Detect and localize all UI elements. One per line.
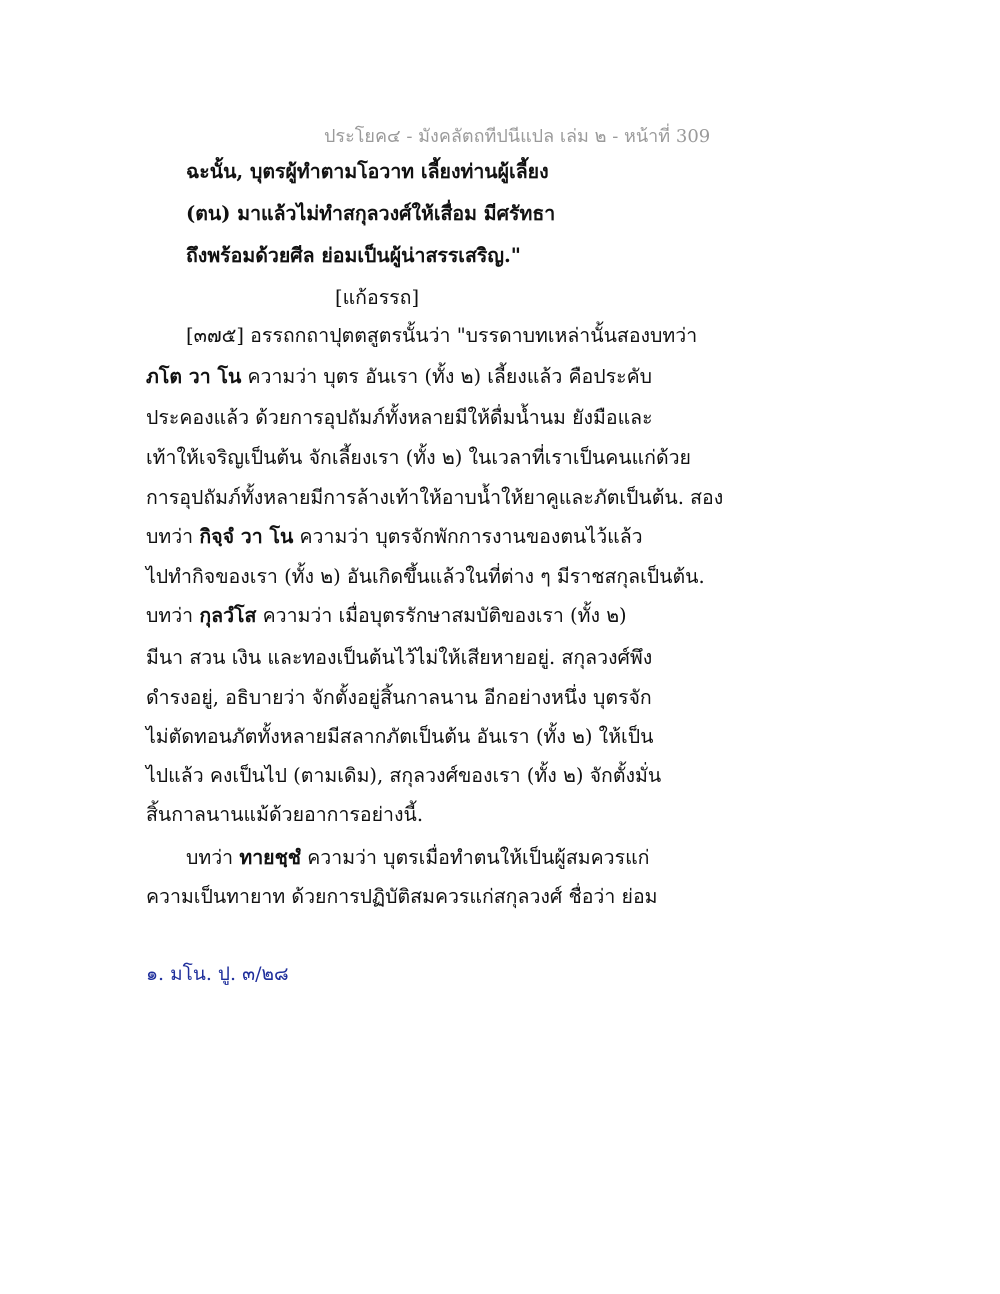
- verse-line-2: (ตน) มาแล้วไม่ทำสกุลวงศ์ให้เสื่อม มีศรัทธา: [186, 202, 556, 225]
- text-span: ความว่า บุตร อันเรา (ทั้ง ๒) เลี้ยงแล้ว คือประคับ: [241, 365, 652, 388]
- paragraph-line: [146, 601, 627, 631]
- text-span: ความว่า บุตรจักพักการงานของตนไว้แล้ว: [293, 525, 643, 548]
- paragraph-line: [146, 522, 643, 552]
- paragraph-line: ดำรงอยู่, อธิบายว่า จักตั้งอยู่สิ้นกาลนาน อีกอย่างหนึ่ง บุตรจัก: [146, 686, 652, 709]
- text-span: ความว่า เมื่อบุตรรักษาสมบัติของเรา (ทั้ง ๒): [256, 604, 627, 627]
- paragraph-line: มีนา สวน เงิน และทองเป็นต้นไว้ไม่ให้เสียหายอยู่. สกุลวงศ์พึง: [146, 646, 653, 669]
- term-bold: กุลวํโส: [199, 604, 257, 627]
- paragraph-line: ไม่ตัดทอนภัตทั้งหลายมีสลากภัตเป็นต้น อันเรา (ทั้ง ๒) ให้เป็น: [146, 725, 654, 748]
- term-bold: ทายชฺชํ: [239, 846, 302, 869]
- paragraph-line: [146, 362, 652, 392]
- footnote: ๑. มโน. ปู. ๓/๒๘: [146, 963, 289, 985]
- text-span: บทว่า: [186, 846, 240, 869]
- paragraph-line: ไปทำกิจของเรา (ทั้ง ๒) อันเกิดขึ้นแล้วในที่ต่าง ๆ มีราชสกุลเป็นต้น.: [146, 565, 705, 588]
- paragraph-line: [186, 843, 649, 873]
- text-span: บทว่า: [146, 525, 200, 548]
- verse-line-1: ฉะนั้น, บุตรผู้ทำตามโอวาท เลี้ยงท่านผู้เลี้ยง: [186, 160, 549, 183]
- paragraph-line: ประคองแล้ว ด้วยการอุปถัมภ์ทั้งหลายมีให้ดื่มน้ำนม ยังมือและ: [146, 406, 653, 429]
- paragraph-line: [๓๗๕] อรรถกถาปุตตสูตรนั้นว่า "บรรดาบทเหล่านั้นสองบทว่า: [186, 324, 698, 347]
- term-bold: ภโต วา โน: [146, 365, 242, 388]
- text-span: บทว่า: [146, 604, 200, 627]
- paragraph-line: ความเป็นทายาท ด้วยการปฏิบัติสมควรแก่สกุลวงศ์ ชื่อว่า ย่อม: [146, 885, 658, 908]
- paragraph-line: ไปแล้ว คงเป็นไป (ตามเดิม), สกุลวงศ์ของเรา (ทั้ง ๒) จักตั้งมั่น: [146, 764, 662, 787]
- term-bold: กิจฺจํ วา โน: [199, 525, 294, 548]
- text-span: ความว่า บุตรเมื่อทำตนให้เป็นผู้สมควรแก่: [301, 846, 650, 869]
- verse-line-3: ถึงพร้อมด้วยศีล ย่อมเป็นผู้น่าสรรเสริญ.": [186, 244, 521, 267]
- paragraph-line: การอุปถัมภ์ทั้งหลายมีการล้างเท้าให้อาบน้ำให้ยาคูและภัตเป็นต้น. สอง: [146, 486, 724, 509]
- section-title: [แก้อรรถ]: [335, 286, 420, 309]
- paragraph-line: สิ้นกาลนานแม้ด้วยอาการอย่างนี้.: [146, 803, 424, 826]
- page-header: ประโยค๔ - มังคลัตถทีปนีแปล เล่ม ๒ - หน้าที่ 309: [324, 126, 711, 147]
- paragraph-line: เท้าให้เจริญเป็นต้น จักเลี้ยงเรา (ทั้ง ๒) ในเวลาที่เราเป็นคนแก่ด้วย: [146, 446, 691, 469]
